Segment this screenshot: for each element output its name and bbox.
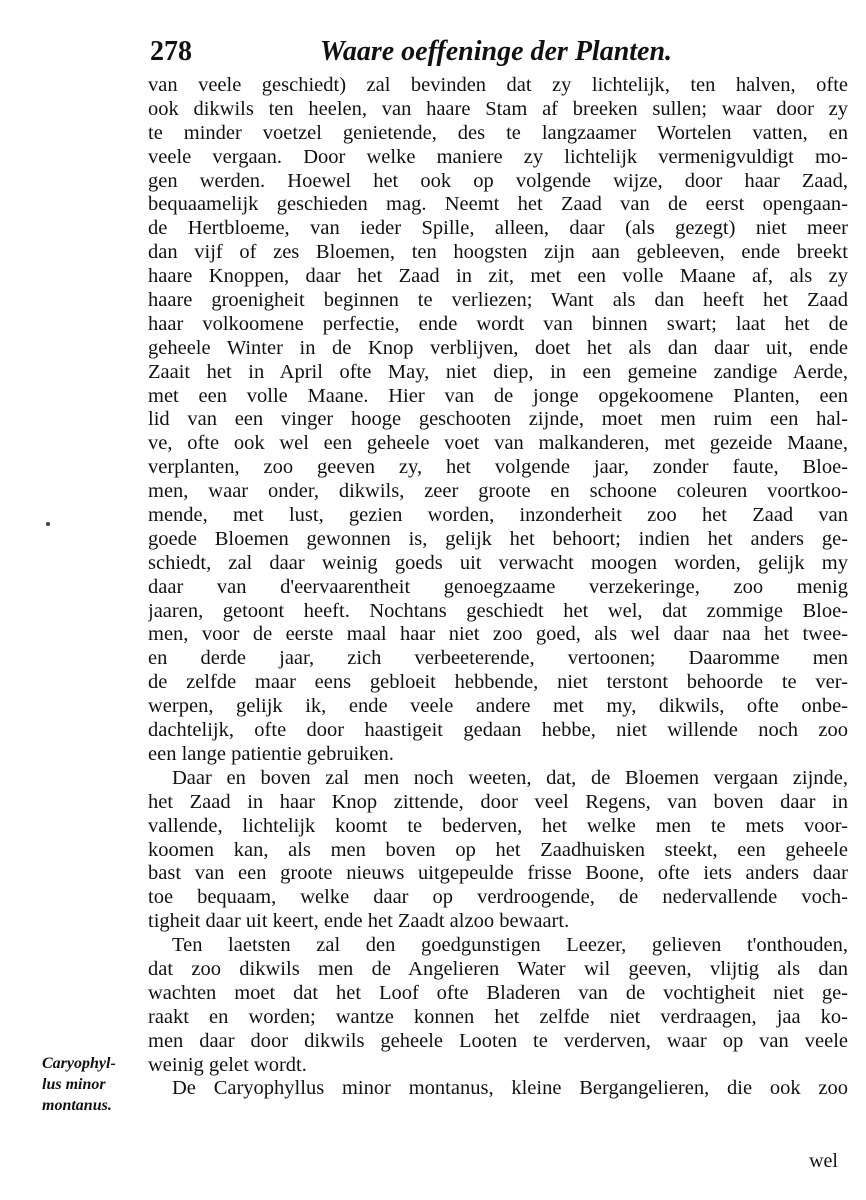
text-line: dan vijf of zes Bloemen, ten hoogsten zijn aan gebleeven, ende breekt bbox=[148, 241, 848, 264]
ink-speck bbox=[46, 522, 50, 526]
text-line: koomen kan, als men boven op het Zaadhuisken steekt, een geheele bbox=[148, 838, 848, 861]
running-title: Waare oeffeninge der Planten. bbox=[320, 36, 673, 67]
text-line: ve, ofte ook wel een geheele voet van malkanderen, met gezeide Maane, bbox=[148, 432, 848, 455]
text-line: De Caryophyllus minor montanus, kleine Bergangelieren, die ook zoo bbox=[172, 1077, 848, 1100]
text-line: men, voor de eerste maal haar niet zoo goed, als wel daar naa het twee- bbox=[148, 623, 848, 646]
text-line: dat zoo dikwils men de Angelieren Water wil geeven, vlijtig als dan bbox=[148, 957, 848, 980]
text-line: men daar door dikwils geheele Looten te verderven, waar op van veele bbox=[148, 1029, 848, 1052]
text-line: wachten moet dat het Loof ofte Bladeren van de vochtigheit niet ge- bbox=[148, 981, 848, 1004]
text-line: toe bequaam, welke daar op verdroogende, de nedervallende voch- bbox=[148, 886, 848, 909]
text-line: men, waar onder, dikwils, zeer groote en schoone coleuren voortkoo- bbox=[148, 480, 848, 503]
marginal-note bbox=[42, 1053, 142, 1116]
body-text bbox=[148, 74, 848, 1101]
text-line: geheele Winter in de Knop verblijven, doet het als dan daar uit, ende bbox=[148, 336, 848, 359]
text-line: lid van een vinger hooge geschooten zijnde, moet men ruim een hal- bbox=[148, 408, 848, 431]
text-line: van veele geschiedt) zal bevinden dat zy lichtelijk, ten halven, ofte bbox=[148, 74, 848, 96]
catchword: wel bbox=[809, 1150, 838, 1172]
text-line: haare groenigheit beginnen te verliezen; Want als dan heeft het Zaad bbox=[148, 289, 848, 312]
text-line: daar van d'eervaarentheit genoegzaame verzekeringe, zoo menig bbox=[148, 575, 848, 598]
text-line: verplanten, zoo geeven zy, het volgende jaar, zonder faute, Bloe- bbox=[148, 456, 848, 479]
text-line: goede Bloemen gewonnen is, gelijk het behoort; indien het anders ge- bbox=[148, 527, 848, 550]
text-line: Daar en boven zal men noch weeten, dat, de Bloemen vergaan zijnde, bbox=[172, 766, 848, 789]
text-line: schiedt, zal daar weinig goeds uit verwacht moogen worden, gelijk my bbox=[148, 551, 848, 574]
text-line: raakt en worden; wantze konnen het zelfde niet verdraagen, jaa ko- bbox=[148, 1005, 848, 1028]
text-line: de Hertbloeme, van ieder Spille, alleen, daar (als gezegt) niet meer bbox=[148, 217, 848, 240]
marginal-note-line: Caryophyl- bbox=[42, 1055, 116, 1072]
text-line: vallende, lichtelijk koomt te bederven, het welke men te mets voor- bbox=[148, 814, 848, 837]
text-line: haare Knoppen, daar het Zaad in zit, met een volle Maane af, als zy bbox=[148, 265, 848, 288]
text-line: te minder voetzel genietende, des te langzaamer Wortelen vatten, en bbox=[148, 121, 848, 144]
text-line: een lange patientie gebruiken. bbox=[148, 742, 394, 765]
text-line: werpen, gelijk ik, ende veele andere met my, dikwils, ofte onbe- bbox=[148, 695, 848, 718]
text-line: ook dikwils ten heelen, van haare Stam af breeken sullen; waar door zy bbox=[148, 97, 848, 120]
text-line: Ten laetsten zal den goedgunstigen Leezer, gelieven t'onthouden, bbox=[172, 934, 848, 957]
marginal-note-line: lus minor bbox=[42, 1076, 106, 1093]
text-line: met een volle Maane. Hier van de jonge opgekoomene Planten, een bbox=[148, 384, 848, 407]
text-line: tigheit daar uit keert, ende het Zaadt alzoo bewaart. bbox=[148, 910, 570, 933]
text-line: veele vergaan. Door welke maniere zy lichtelijk vermenigvuldigt mo- bbox=[148, 145, 848, 168]
text-line: haar volkoomene perfectie, ende wordt van binnen swart; laat het de bbox=[148, 312, 848, 335]
text-line: dachtelijk, ofte door haastigeit gedaan hebbe, niet willende noch zoo bbox=[148, 719, 848, 742]
marginal-note-line: montanus. bbox=[42, 1097, 112, 1114]
text-line: en derde jaar, zich verbeeterende, vertoonen; Daaromme men bbox=[148, 647, 848, 670]
text-line: bequaamelijk geschieden mag. Neemt het Zaad van de eerst opengaan- bbox=[148, 193, 848, 216]
text-line: het Zaad in haar Knop zittende, door veel Regens, van boven daar in bbox=[148, 790, 848, 813]
text-line: gen werden. Hoewel het ook op volgende wijze, door haar Zaad, bbox=[148, 169, 848, 192]
page-number: 278 bbox=[150, 36, 192, 67]
text-line: Zaait het in April ofte May, niet diep, in een gemeine zandige Aerde, bbox=[148, 360, 848, 383]
text-line: de zelfde maar eens gebloeit hebbende, niet terstont behoorde te ver- bbox=[148, 671, 848, 694]
text-line: weinig gelet wordt. bbox=[148, 1053, 307, 1076]
text-line: mende, met lust, gezien worden, inzonderheit zoo het Zaad van bbox=[148, 504, 848, 527]
text-line: jaaren, getoont heeft. Nochtans geschiedt het wel, dat zommige Bloe- bbox=[148, 599, 848, 622]
page-header bbox=[150, 30, 730, 70]
text-line: bast van een groote nieuws uitgepeulde frisse Boone, ofte iets anders daar bbox=[148, 862, 848, 885]
